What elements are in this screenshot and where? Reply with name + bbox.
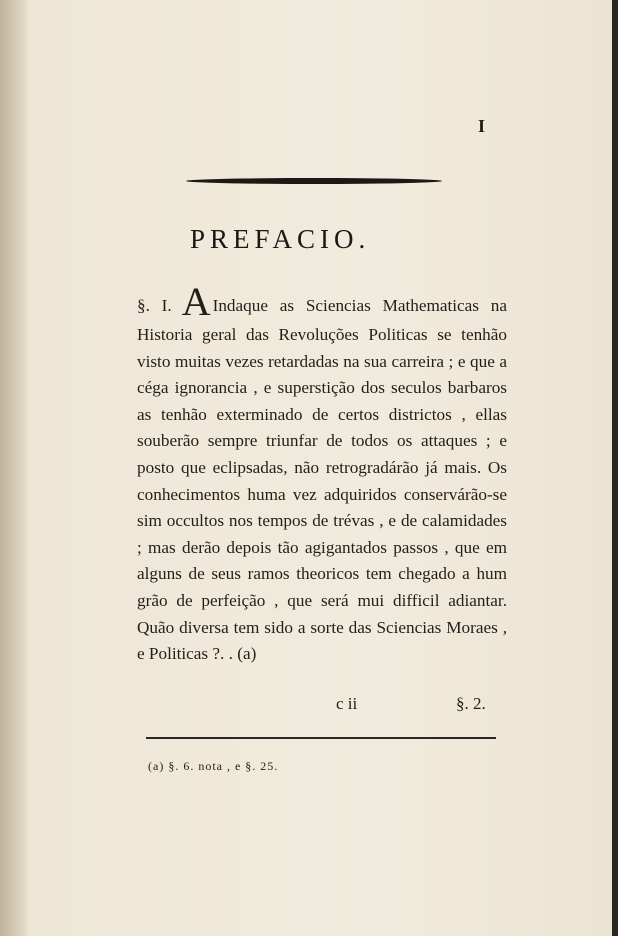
signature-mark: c ii — [336, 694, 358, 713]
ornamental-rule — [186, 178, 442, 184]
catchword: §. 2. — [456, 694, 486, 713]
main-paragraph — [137, 279, 507, 668]
page-title: PREFACIO. — [190, 224, 371, 254]
footnote-rule — [146, 737, 496, 739]
footnote: (a) §. 6. nota , e §. 25. — [148, 759, 279, 773]
page-edge — [612, 0, 618, 936]
page-number: I — [478, 116, 486, 136]
drop-cap: A — [181, 279, 211, 324]
section-mark: §. I. — [137, 296, 172, 315]
paragraph-text: Indaque as Sciencias Mathematicas na Historia geral das Revoluções Politicas se tenhão visto muitas vezes retardadas na sua carreira ; e que a céga ignorancia , e superstição dos seculos barbaros as tenhão exterminado de certos districtos , ellas souberão sempre triunfar de todos os attaques ; e posto que eclipsadas, não retrogradárão já mais. Os conhecimentos huma vez adquiridos conservárão-se sim occultos nos tempos de trévas , e de calamidades ; mas derão depois tão agigantados passos , que em alguns de seus ramos theoricos tem chegado a hum grão de perfeição , que será mui difficil adiantar. Quão diversa tem sido a sorte das Sciencias Moraes , e Politicas ?. . (a) — [137, 296, 507, 664]
binding-gutter — [0, 0, 30, 936]
